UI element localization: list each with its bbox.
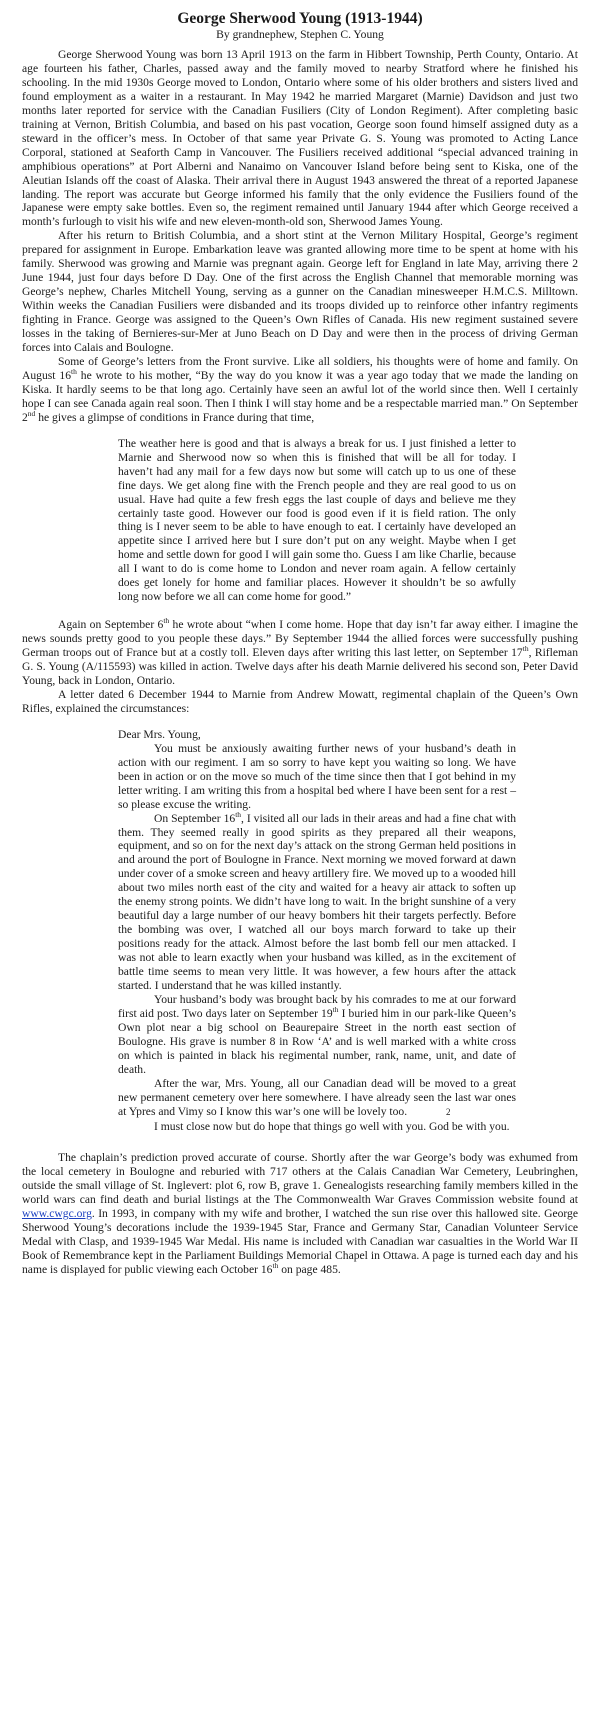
letter-paragraph-4: After the war, Mrs. Young, all our Canadian dead will be moved to a great new permanent cemetery over here somewhere. I have already seen the last war ones at Ypres and Vimy so I know this war’s one will be lovely too. 2 xyxy=(118,1076,516,1118)
ordinal-suffix: th xyxy=(332,1005,339,1015)
paragraph-6-part-a: The chaplain’s prediction proved accurate of course. Shortly after the war George’s body was exhumed from the local cemetery in Boulogne and reburied with 717 others at the Calais Canadian War Cemetery, Leubringhen, outside the small village of St. Inglevert: plot 6, row B, grave 1. Genealogists researching family members killed in the world wars can find death and burial listings at the The Commonwealth War Graves Commission website found at xyxy=(22,1151,578,1207)
paragraph-6 xyxy=(22,1151,578,1277)
paragraph-3-part-b: he wrote to his mother, “By the way do you know it was a year ago today that we made the landing on Kiska. It hardly seems to be that long ago. Certainly have seen an awful lot of the world since then. Well I certainly hope I can see Canada again real soon. Then I think I will stay home and be a respectable married man.” On September 2 xyxy=(22,368,578,424)
letter-paragraph-3-part-b: I buried him in our park-like Queen’s Own plot near a big school on Beaurepaire Street in the north east section of Boulogne. His grave is number 8 in Row ‘A’ and is well marked with a white cross on which is painted in black his regimental number, rank, name, unit, and date of death. xyxy=(118,1006,516,1076)
paragraph-1: George Sherwood Young was born 13 April 1913 on the farm in Hibbert Township, Perth County, Ontario. At age fourteen his father, Charles, passed away and the family moved to nearby Stratford where he finished his schooling. In the mid 1930s George moved to London, Ontario where some of his older brothers and sisters lived and found employment as a waiter in a restaurant. In May 1942 he married Margaret (Marnie) Davidson and just two months later reported for service with the Canadian Fusiliers (City of London Regiment). After completing basic training at Vernon, British Columbia, and based on his past vocation, George soon found himself assigned duty as a steward in the officer’s mess. In October of that same year Private G. S. Young was promoted to Acting Lance Corporal, stationed at Seaforth Camp in Vancouver. The Fusiliers received additional “special advanced training in amphibious operations” at Port Alberni and Nanaimo on Vancouver Island before being sent to Kiska, one of the Aleutian Islands off the coast of Alaska. Their arrival there in August 1943 answered the threat of a reported Japanese landing. The report was accurate but George informed his family that the only evidence the Fusiliers found of the Japanese were empty sake bottles. Even so, the regiment remained until January 1944 after which George received a month’s furlough to visit his wife and new eleven-month-old son, Sherwood James Young. xyxy=(22,48,578,229)
paragraph-3-part-a: Some of George’s letters from the Front survive. Like all soldiers, his thoughts were of home and family. On August 16 xyxy=(22,354,578,382)
paragraph-3-part-c: he gives a glimpse of conditions in France during that time, xyxy=(35,410,315,424)
letter-paragraph-3-part-a: Your husband’s body was brought back by his comrades to me at our forward first aid post. Two days later on September 19 xyxy=(118,992,516,1020)
letter-paragraph-2-part-b: , I visited all our lads in their areas and had a fine chat with them. They seemed really in good spirits as they prepared all their weapons, equipment, and so on for the next day’s attack on the strong German held positions in and around the port of Boulogne in France. Next morning we moved forward at dawn under cover of a smoke screen and heavy artillery fire. We moved up to a wooded hill about two miles north east of the city and waited for a heavy air attack to soften up the enemy strong points. We didn’t have long to wait. In the bright sunshine of a very beautiful day a large number of our heavy bombers hit their targets perfectly. Before the bombing was over, I watched all our boys march forward to take up their positions ready for the attack. Almost before the last bomb fell our men attacked. I was not able to learn exactly when your husband was killed, as in the excitement of battle time seems to mean very little. It was however, a few hours after the attack started. I understand that he was killed instantly. xyxy=(118,811,517,992)
letter-paragraph-2-part-a: On September 16 xyxy=(154,811,236,825)
paragraph-4 xyxy=(22,618,578,688)
ordinal-suffix: th xyxy=(235,809,242,819)
ordinal-suffix: th xyxy=(272,1261,279,1271)
page-title: George Sherwood Young (1913-1944) xyxy=(177,10,423,27)
ordinal-suffix: th xyxy=(522,644,529,654)
paragraph-4-part-b: he wrote about “when I come home. Hope that day isn’t far away either. I imagine the news sounds pretty good to you people these days.” By September 1944 the allied forces were successfully pushing German troops out of France but at a costly toll. Eleven days after writing this last letter, on September 17 xyxy=(22,618,578,660)
paragraph-6-part-c: on page 485. xyxy=(278,1263,341,1277)
section-spacer xyxy=(22,1133,578,1151)
letter-paragraph-1: You must be anxiously awaiting further news of your husband’s death in action with our regiment. I am so sorry to have kept you waiting so long. We have been in action or on the move so much of the time since then that I got behind in my letter writing. I am writing this from a hospital bed where I have been sent for a rest – so please excuse the writing. xyxy=(118,741,516,811)
cwgc-website-link[interactable]: www.cwgc.org xyxy=(22,1207,92,1221)
letter-paragraph-5: I must close now but do hope that things go well with you. God be with you. xyxy=(154,1119,510,1133)
byline: By grandnephew, Stephen C. Young xyxy=(216,28,384,41)
paragraph-4-part-a: Again on September 6 xyxy=(58,618,164,632)
paragraph-6-part-b: . In 1993, in company with my wife and brother, I watched the sun rise over this hallowed site. George Sherwood Young’s decorations include the 1939-1945 Star, France and Germany Star, Canadian Volunteer Service Medal with Clasp, and 1939-1945 War Medal. His name is included with Canadian war casualties in the World War II Book of Remembrance kept in the Parliament Buildings Memorial Chapel in Ottawa. A page is turned each day and his name is displayed for public viewing each October 16 xyxy=(22,1207,578,1277)
ordinal-suffix: th xyxy=(71,367,77,377)
letter-paragraph-2 xyxy=(118,809,517,993)
letter-paragraph-3 xyxy=(118,993,516,1077)
paragraph-4-part-c: , Rifleman G. S. Young (A/115593) was killed in action. Twelve days after his death Marnie delivered his second son, Peter David Young, back in London, Ontario. xyxy=(22,646,578,687)
ordinal-suffix: nd xyxy=(27,408,36,418)
letter-quote-september-2: The weather here is good and that is always a break for us. I just finished a letter to Marnie and Sherwood now so when this is finished that will be all for today. I haven’t had any mail for a few days now but some will catch up to us one of these fine days. We get along fine with the French people and they are real good to us on usual. Have had quite a few fresh eggs the last couple of days and believe me they certainly taste good. However our food is good even if it is field ration. The only thing is I never seem to be able to have enough to eat. I certainly have developed an appetite since I arrived here but I sure don’t put on any weight. Maybe when I get home and settle down for good I will gain some tho. Guess I am like Charlie, because all I want to do is come home to London and never roam again. A fellow certainly does get lonely for home and familiar places. However it shouldn’t be so awfully long now before we all can come home for good.” xyxy=(118,436,516,604)
paragraph-5: A letter dated 6 December 1944 to Marnie from Andrew Mowatt, regimental chaplain of the Queen’s Own Rifles, explained the circumstances: xyxy=(22,687,578,715)
paragraph-2: After his return to British Columbia, and a short stint at the Vernon Military Hospital, George’s regiment prepared for assignment in Europe. Embarkation leave was granted allowing more time to be spent at home with his family. Sherwood was growing and Marnie was pregnant again. George left for England in late May, arriving there 2 June 1944, just four days before D Day. One of the first across the English Channel that memorable morning was George’s nephew, Charles Mitchell Young, serving as a gunner on the Canadian minesweeper H.M.C.S. Milltown. Within weeks the Canadian Fusiliers were disbanded and its troops divided up to reinforce other infantry regiments fighting in France. George was assigned to the Queen’s Own Rifles of Canada. His new regiment sustained severe losses in the taking of Bernieres-sur-Mer at Juno Beach on D Day and were then in the process of driving German forces into Calais and Boulogne. xyxy=(22,229,578,355)
paragraph-3 xyxy=(22,355,578,425)
letter-salutation: Dear Mrs. Young, xyxy=(118,727,201,741)
ordinal-suffix: th xyxy=(163,616,170,626)
letter-paragraph-4-text: After the war, Mrs. Young, all our Canadian dead will be moved to a great new permanent cemetery over here somewhere. I have already seen the last war ones at Ypres and Vimy so I know this war’s one will be lovely too. xyxy=(118,1076,516,1118)
